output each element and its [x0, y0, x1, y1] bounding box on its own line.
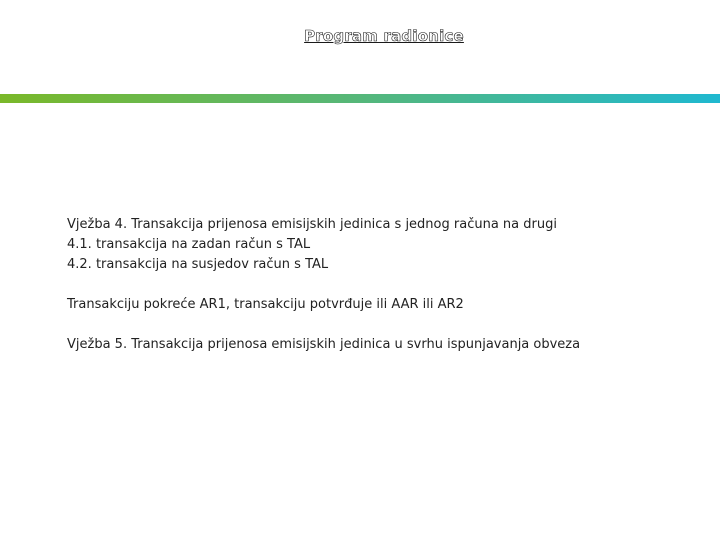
spacer: [67, 275, 707, 295]
slide-title: Program radionice: [304, 27, 464, 45]
transaction-note: Transakciju pokreće AR1, transakciju potvrđuje ili AAR ili AR2: [67, 297, 464, 312]
exercise-5-heading: Vježba 5. Transakcija prijenosa emisijskih jedinica u svrhu ispunjavanja obveza: [67, 337, 581, 352]
exercise-4-heading: Vježba 4. Transakcija prijenosa emisijskih jedinica s jednog računa na drugi: [67, 217, 557, 232]
slide-content: [67, 215, 707, 355]
exercise-4-item-2: 4.2. transakcija na susjedov račun s TAL: [67, 257, 329, 272]
spacer: [67, 315, 707, 335]
exercise-4-item-1: 4.1. transakcija na zadan račun s TAL: [67, 237, 311, 252]
title-divider-bar: [0, 94, 720, 103]
